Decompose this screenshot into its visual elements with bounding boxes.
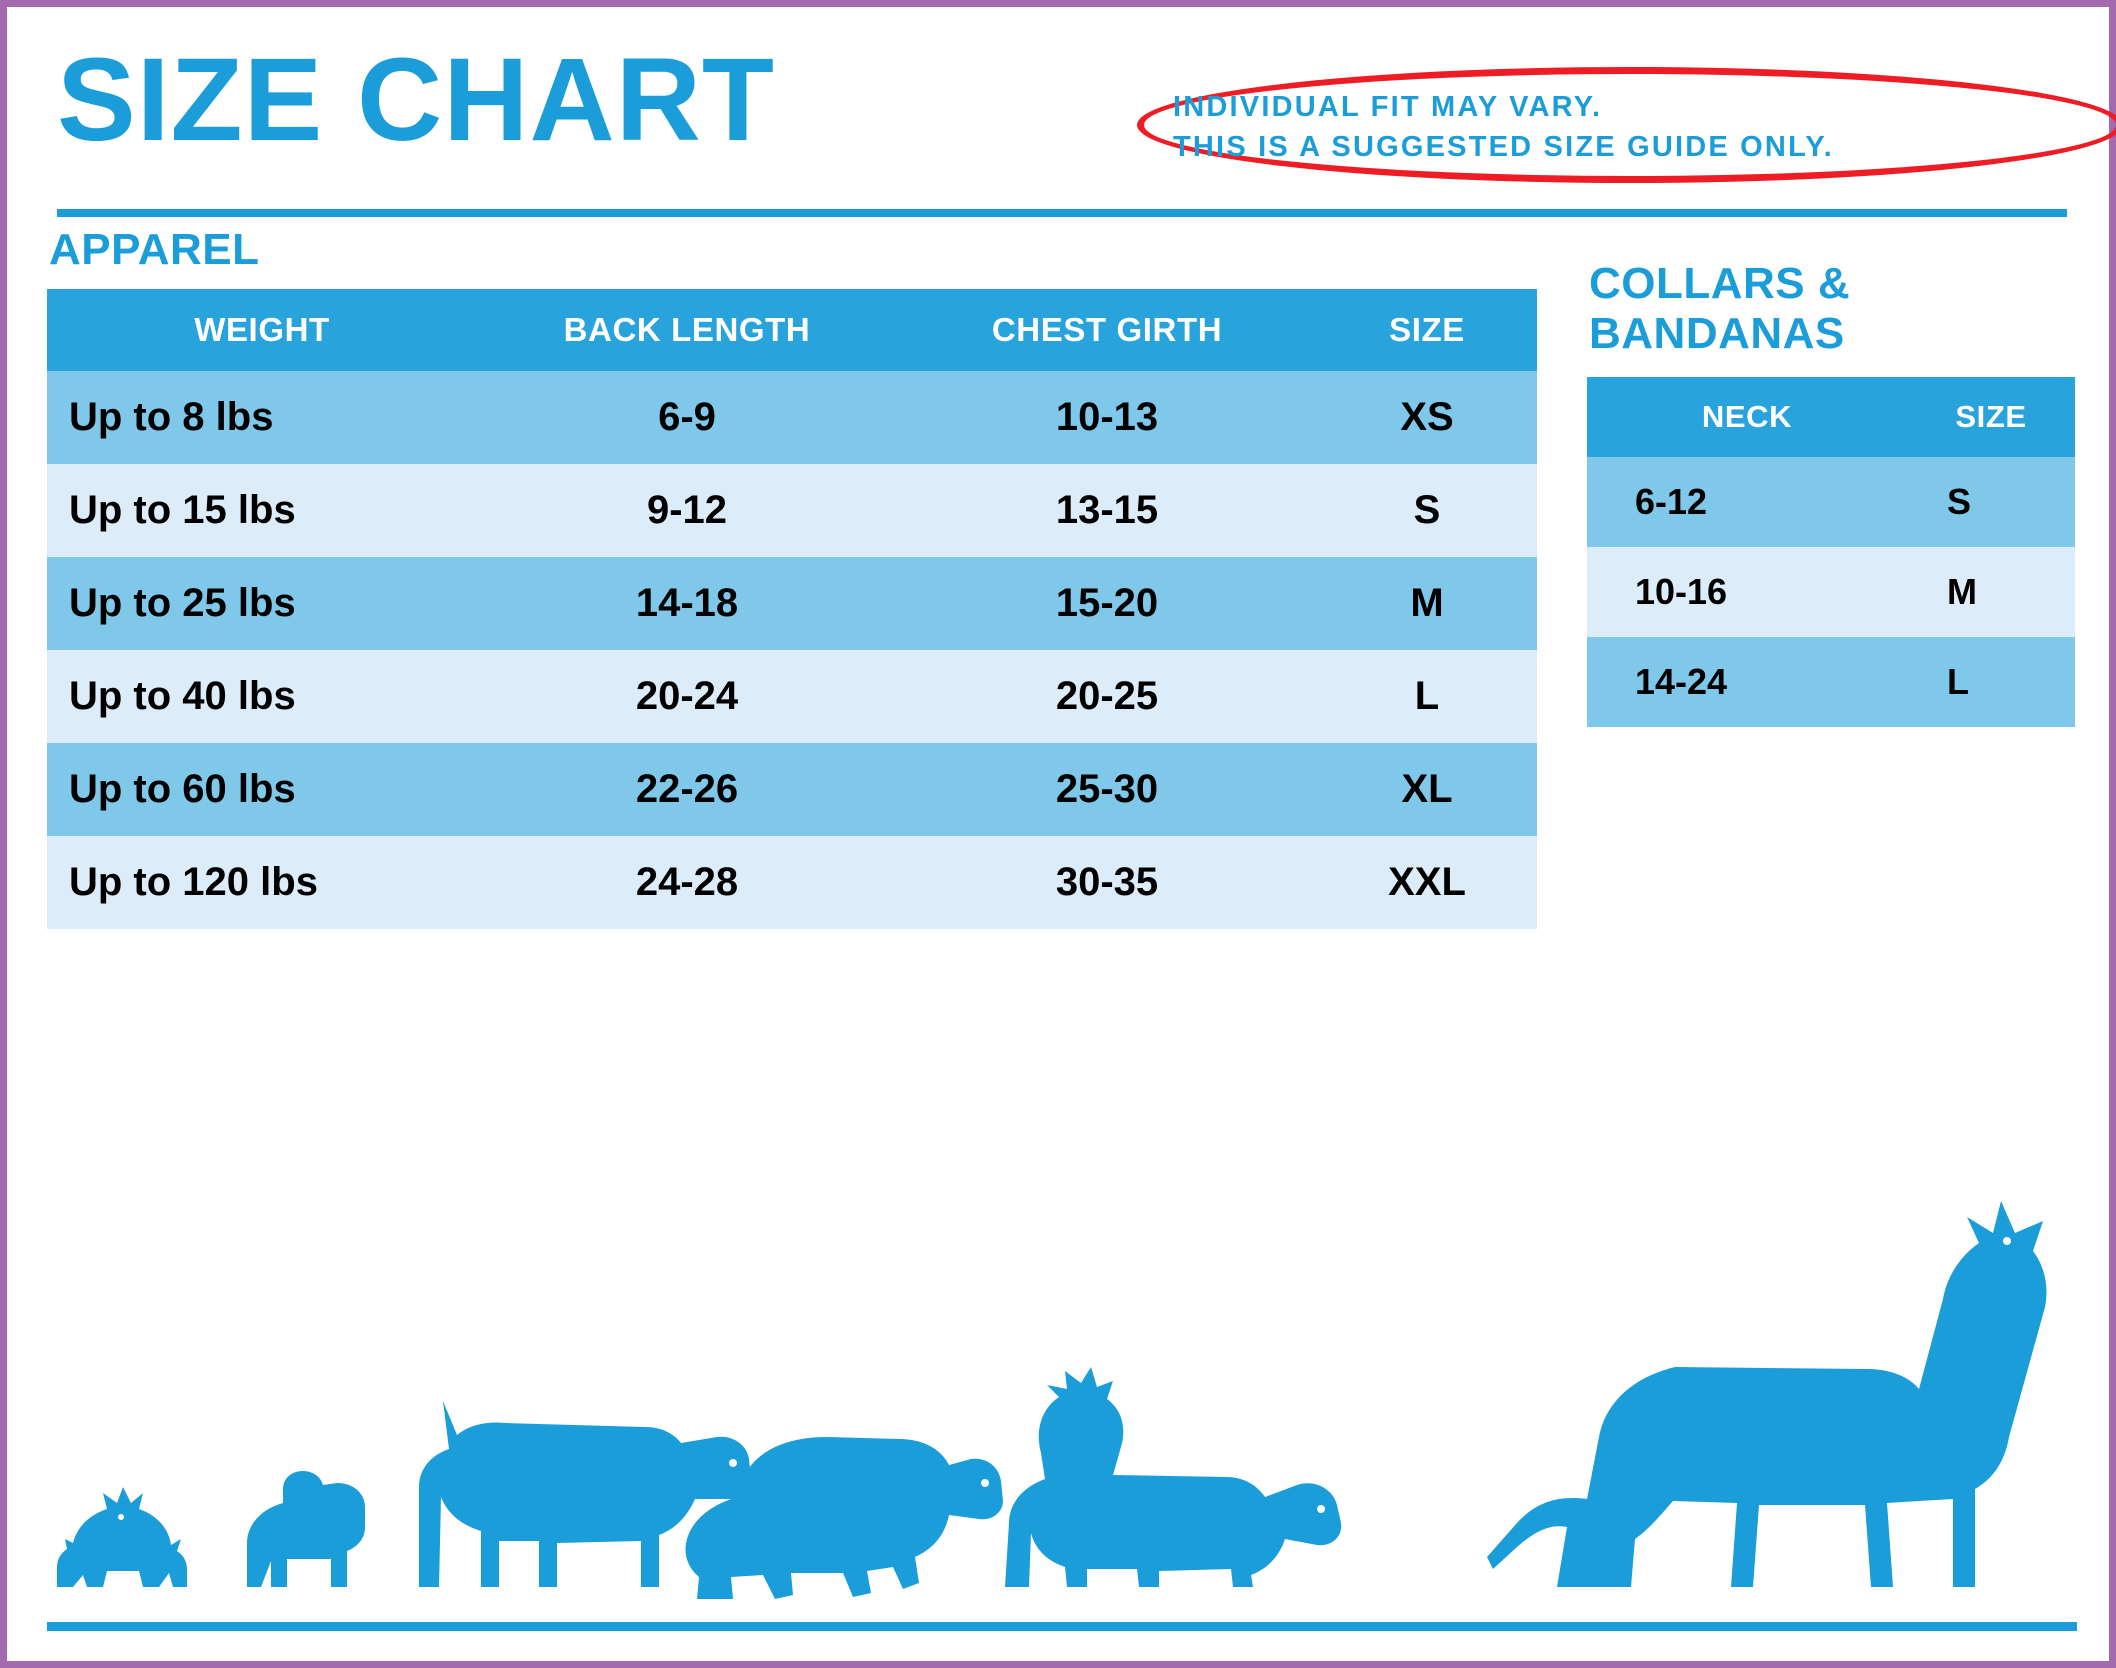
apparel-weight: Up to 60 lbs [47,743,477,836]
apparel-chest-girth: 30-35 [897,836,1317,929]
tables-area [47,225,2069,929]
apparel-table [47,289,1537,929]
apparel-col-chest-girth: CHEST GIRTH [897,289,1317,371]
collars-section [1587,225,2075,727]
collars-neck: 14-24 [1587,637,1907,727]
apparel-chest-girth: 20-25 [897,650,1317,743]
apparel-size: XS [1317,371,1537,464]
great-dane-silhouette [1487,1201,2047,1587]
table-row [1587,457,2075,547]
collars-size: L [1907,637,2075,727]
fit-disclaimer [1137,67,2116,187]
collars-col-neck: NECK [1587,377,1907,457]
collars-title-line-1: COLLARS & [1589,259,1851,308]
table-row [47,557,1537,650]
apparel-section [47,225,1537,929]
pomeranian-silhouette [57,1487,187,1587]
apparel-back-length: 6-9 [477,371,897,464]
apparel-chest-girth: 15-20 [897,557,1317,650]
disclaimer-line-2: THIS IS A SUGGESTED SIZE GUIDE ONLY. [1173,131,1834,163]
header [47,27,2069,197]
apparel-col-back-length: BACK LENGTH [477,289,897,371]
page-title: SIZE CHART [57,34,775,166]
apparel-size: L [1317,650,1537,743]
pug-silhouette [247,1471,365,1587]
collars-size: M [1907,547,2075,637]
apparel-section-title: APPAREL [49,225,260,274]
apparel-chest-girth: 13-15 [897,464,1317,557]
collars-size: S [1907,457,2075,547]
table-row [1587,637,2075,727]
apparel-weight: Up to 15 lbs [47,464,477,557]
footer-baseline [47,1622,2077,1631]
collars-title-line-2: BANDANAS [1589,309,1845,358]
collars-neck: 10-16 [1587,547,1907,637]
disclaimer-text [1173,87,2093,167]
apparel-col-size: SIZE [1317,289,1537,371]
table-row [47,464,1537,557]
apparel-weight: Up to 25 lbs [47,557,477,650]
apparel-size: S [1317,464,1537,557]
terrier-silhouette [1005,1367,1341,1587]
apparel-size: XXL [1317,836,1537,929]
size-chart-content [7,7,2109,1661]
table-row [47,743,1537,836]
apparel-chest-girth: 10-13 [897,371,1317,464]
disclaimer-line-1: INDIVIDUAL FIT MAY VARY. [1173,91,1603,123]
apparel-back-length: 24-28 [477,836,897,929]
table-row [1587,547,2075,637]
header-divider [57,209,2067,217]
apparel-weight: Up to 40 lbs [47,650,477,743]
apparel-size: XL [1317,743,1537,836]
apparel-back-length: 22-26 [477,743,897,836]
table-row [47,650,1537,743]
collars-neck: 6-12 [1587,457,1907,547]
apparel-weight: Up to 8 lbs [47,371,477,464]
apparel-header-row [47,289,1537,371]
collars-section-title [1589,259,2075,359]
collars-header-row [1587,377,2075,457]
apparel-back-length: 9-12 [477,464,897,557]
collars-col-size: SIZE [1907,377,2075,457]
table-row [47,836,1537,929]
apparel-chest-girth: 25-30 [897,743,1317,836]
apparel-weight: Up to 120 lbs [47,836,477,929]
apparel-back-length: 20-24 [477,650,897,743]
apparel-back-length: 14-18 [477,557,897,650]
table-row [47,371,1537,464]
collars-table [1587,377,2075,727]
apparel-col-weight: WEIGHT [47,289,477,371]
dog-silhouettes-row [47,1187,2077,1617]
apparel-size: M [1317,557,1537,650]
